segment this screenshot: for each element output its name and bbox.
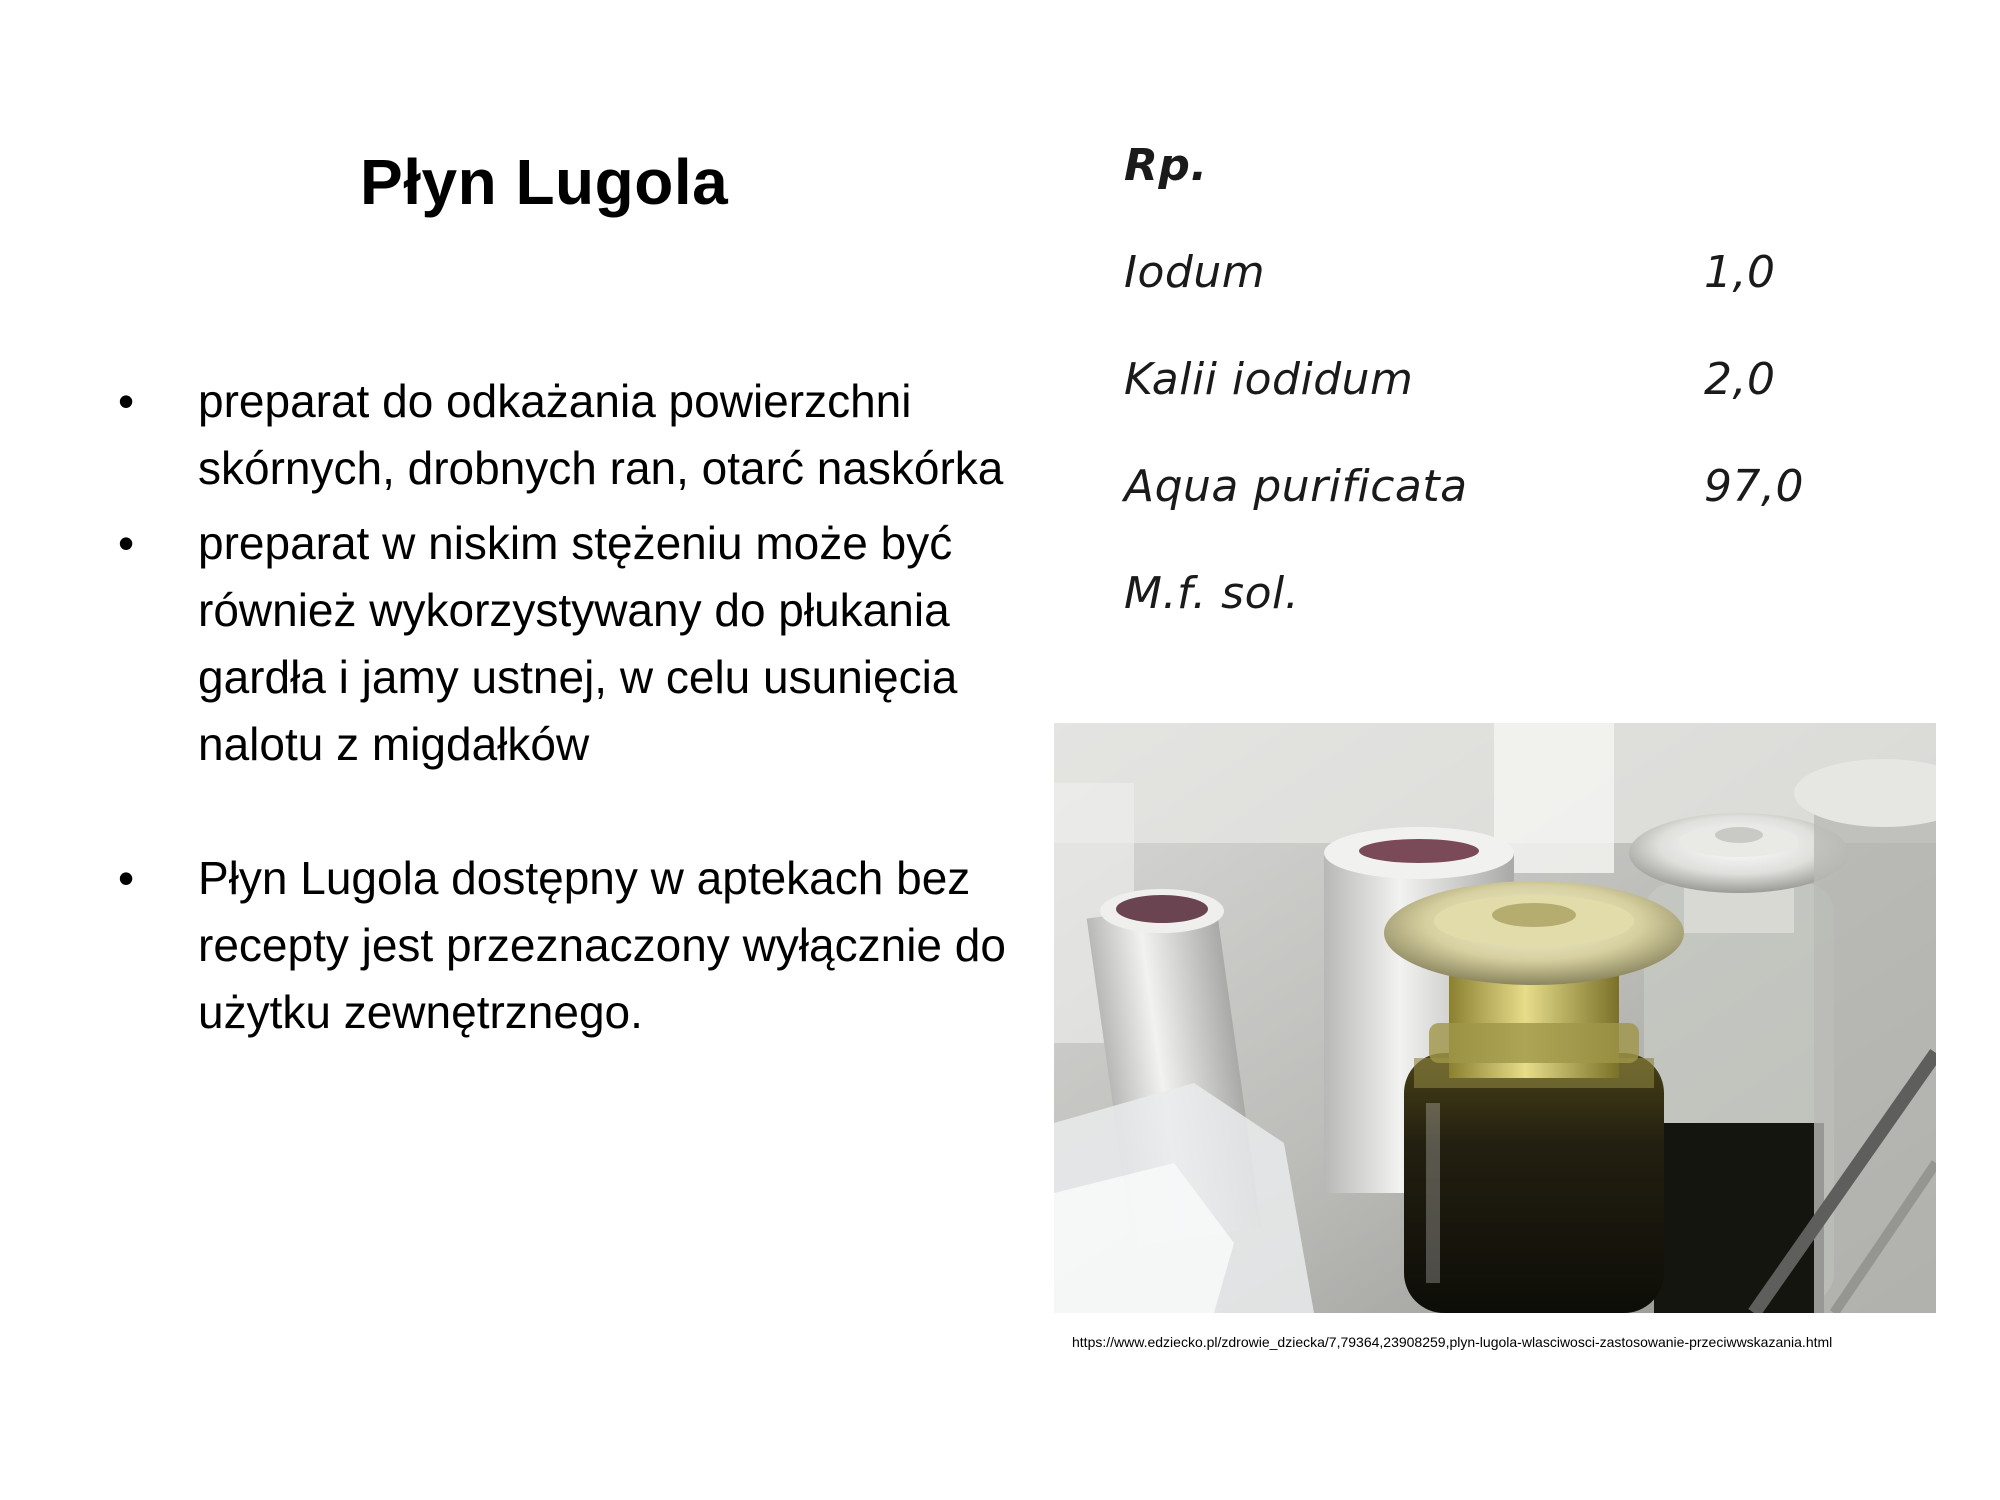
ingredient-row <box>1124 461 1844 568</box>
prescription-instruction-row <box>1124 568 1844 675</box>
bullet-item <box>118 368 1018 502</box>
ingredient-quantity: 97,0 <box>1704 461 1804 512</box>
slide-title: Płyn Lugola <box>360 146 729 218</box>
bullet-text: preparat w niskim stężeniu może być również wykorzystywany do płukania gardła i jamy ustnej, w celu usunięcia nalotu z migdałków <box>198 517 958 770</box>
ingredient-row <box>1124 354 1844 461</box>
bullet-marker: • <box>118 852 135 904</box>
ingredient-name: Aqua purificata <box>1124 461 1468 512</box>
bullet-text: preparat do odkażania powierzchni skórnych, drobnych ran, otarć naskórka <box>198 375 1004 494</box>
bullet-text: Płyn Lugola dostępny w aptekach bez recepty jest przeznaczony wyłącznie do użytku zewnętrznego. <box>198 852 1006 1038</box>
glass-bottle-front <box>1384 881 1684 1313</box>
bullet-item <box>118 845 1018 1046</box>
ingredient-quantity: 2,0 <box>1704 354 1776 405</box>
bullet-marker: • <box>118 517 135 569</box>
ingredient-name: Iodum <box>1124 247 1266 298</box>
prescription-header: Rp. <box>1124 140 1208 191</box>
ingredient-name: Kalii iodidum <box>1124 354 1414 405</box>
source-url: https://www.edziecko.pl/zdrowie_dziecka/7,79364,23908259,plyn-lugola-wlasciwosci-zastosowanie-przeciwwskazania.html <box>1072 1334 1833 1350</box>
prescription-instruction: M.f. sol. <box>1124 568 1300 619</box>
apothecary-bottles-photo <box>1054 723 1936 1313</box>
bullet-list <box>118 368 1018 1046</box>
ingredient-quantity: 1,0 <box>1704 247 1776 298</box>
prescription-header-row <box>1124 140 1844 247</box>
bullet-marker: • <box>118 375 135 427</box>
bullet-item <box>118 510 1018 778</box>
ingredient-row <box>1124 247 1844 354</box>
prescription <box>1124 140 1844 675</box>
